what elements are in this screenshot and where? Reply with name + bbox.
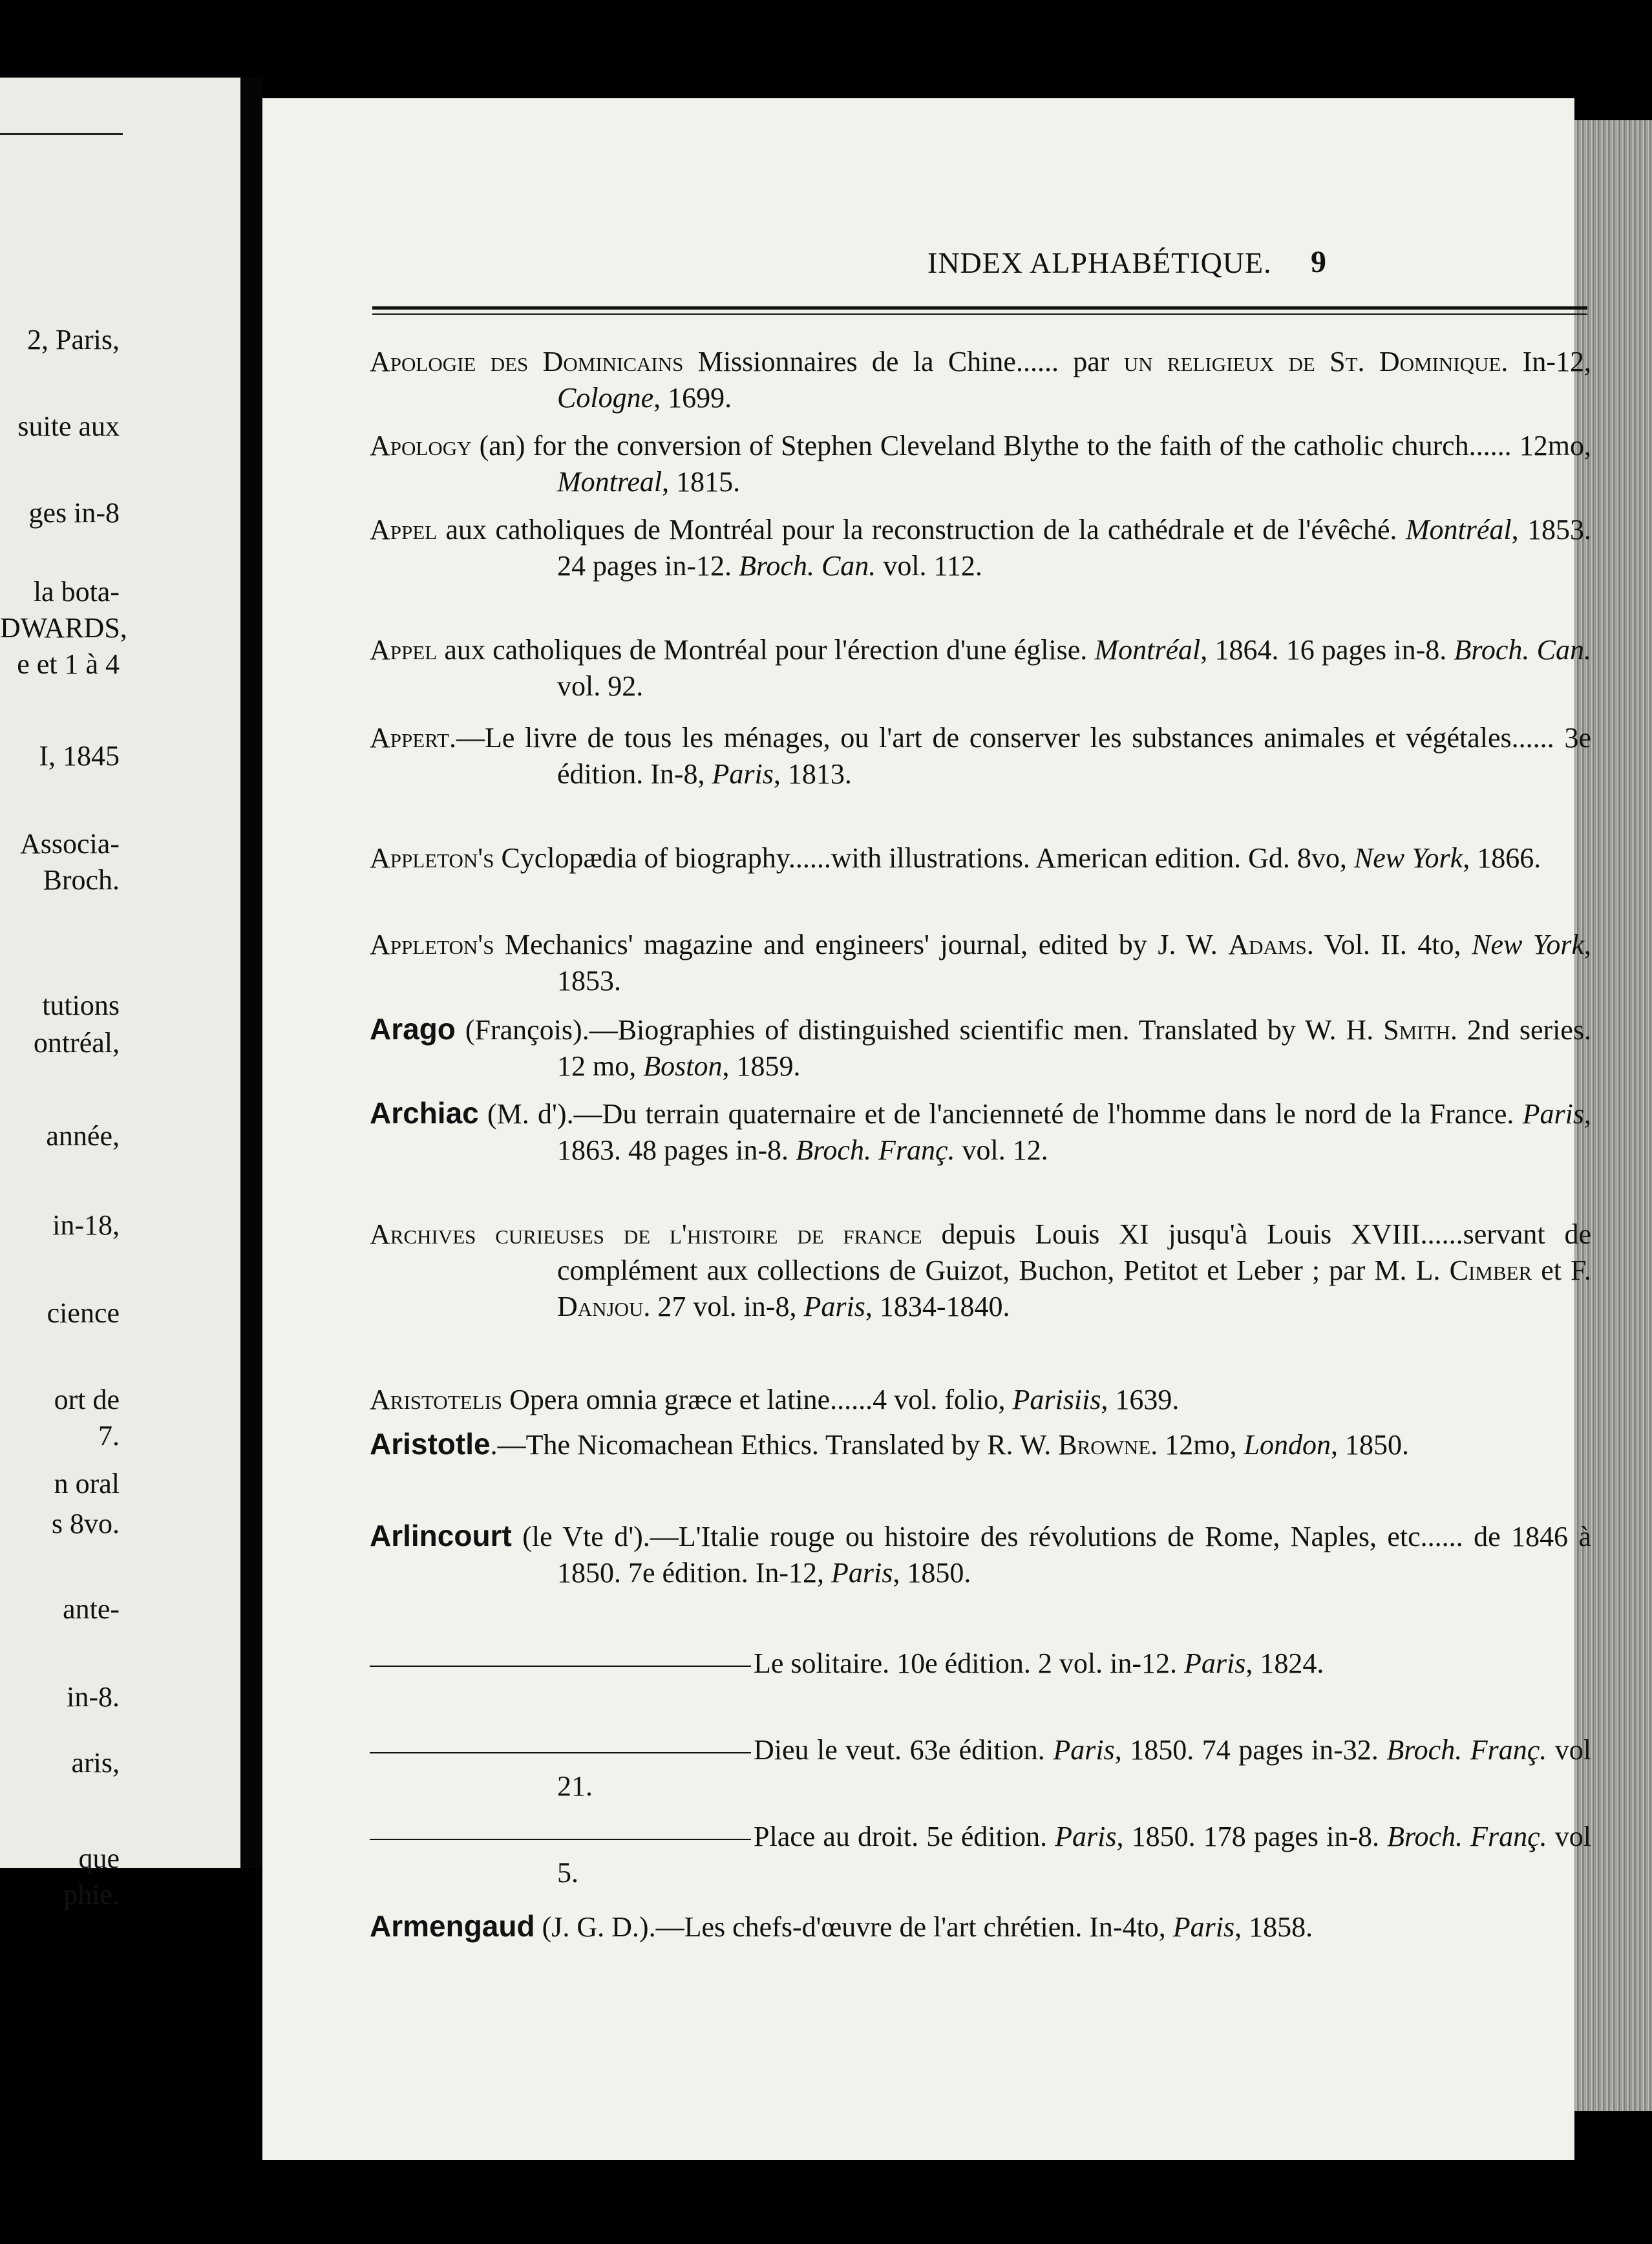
facing-page-fragment: DWARDS, (0, 612, 127, 644)
index-entry: Arago (François).—Biographies of distinguished scientific men. Translated by W. H. Smith. 2nd series. 12 mo, Boston, 1859. (370, 1012, 1592, 1082)
facing-page-fragment: I, 1845 (39, 740, 120, 772)
facing-page-fragment: Broch. (43, 864, 120, 896)
ditto-rule (370, 1666, 751, 1667)
index-entry: Place au droit. 5e édition. Paris, 1850. 178 pages in-8. Broch. Franç. vol 5. (370, 1819, 1591, 1891)
entry-heading: Aristotle (370, 1427, 491, 1461)
index-entry: Arlincourt (le Vte d').—L'Italie rouge ou histoire des révolutions de Rome, Naples, etc...... de 1846 à 1850. 7e édition. In-12, Paris, 1850. (370, 1519, 1591, 1589)
index-entry: Appleton's Mechanics' magazine and engineers' journal, edited by J. W. Adams. Vol. II. 4to, New York, 1853. (370, 929, 1591, 997)
index-entry: Archives curieuses de l'histoire de france depuis Louis XI jusqu'à Louis XVIII......servant de complément aux collections de Guizot, Buchon, Petitot et Leber ; par M. L. Cimber et F. Danjou. 27 vol. in-8, Paris, 1834-1840. (370, 1218, 1592, 1322)
facing-page-fragment: ges in-8 (28, 497, 120, 529)
index-entry: Le solitaire. 10e édition. 2 vol. in-12. Paris, 1824. (370, 1646, 1591, 1682)
index-entry: Armengaud (J. G. D.).—Les chefs-d'œuvre de l'art chrétien. In-4to, Paris, 1858. (370, 1909, 1313, 1943)
entry-heading: Archiac (370, 1096, 479, 1130)
index-entry: Appel aux catholiques de Montréal pour l'érection d'une église. Montréal, 1864. 16 pages in-8. Broch. Can. vol. 92. (370, 634, 1591, 702)
ditto-rule (370, 1752, 751, 1753)
facing-page-fragment: que (78, 1843, 120, 1874)
book-gutter (240, 78, 262, 1868)
index-page (262, 98, 1592, 2160)
facing-page-fragment: tutions (42, 990, 120, 1021)
entry-heading: Apology (370, 430, 472, 461)
facing-page-fragment: in-18, (52, 1209, 120, 1241)
entry-heading: Appleton's (370, 842, 494, 874)
entry-heading: Apologie des Dominicains (370, 346, 684, 377)
entry-heading: Aristotelis (370, 1384, 503, 1415)
facing-page-rule (0, 133, 123, 135)
index-entry: Aristotelis Opera omnia græce et latine......4 vol. folio, Parisiis, 1639. (370, 1384, 1180, 1415)
entry-heading: Appert (370, 722, 449, 754)
entry-heading: Armengaud (370, 1909, 535, 1943)
facing-page-fragment: Associa- (20, 828, 120, 860)
index-entry: Appel aux catholiques de Montréal pour la reconstruction de la cathédrale et de l'évêché. Montréal, 1853. 24 pages in-12. Broch. Can. vol. 112. (370, 514, 1592, 582)
entry-heading: Arlincourt (370, 1519, 512, 1552)
facing-page-fragment: in-8. (67, 1681, 120, 1713)
index-entry: Apology (an) for the conversion of Stephen Cleveland Blythe to the faith of the catholic church...... 12mo, Montreal, 1815. (370, 430, 1591, 498)
entry-heading: Appel (370, 634, 438, 666)
facing-page-fragment: année, (46, 1120, 120, 1152)
index-entry: Appleton's Cyclopædia of biography......with illustrations. American edition. Gd. 8vo, New York, 1866. (370, 842, 1541, 874)
facing-page-fragment: n oral (54, 1468, 120, 1499)
facing-page-fragment: ante- (63, 1593, 120, 1625)
facing-page-fragment: 2, Paris, (27, 324, 120, 355)
facing-page-fragment: 7. (98, 1420, 120, 1452)
facing-page-fragment: aris, (71, 1747, 120, 1779)
page-number: 9 (1311, 245, 1326, 279)
ditto-rule (370, 1839, 751, 1840)
index-entry: Appert.—Le livre de tous les ménages, ou l'art de conserver les substances animales et végétales...... 3e édition. In-8, Paris, 1813. (370, 722, 1591, 790)
running-head: INDEX ALPHABÉTIQUE. (927, 246, 1272, 279)
entry-heading: Appel (370, 514, 438, 545)
index-entry: Apologie des Dominicains Missionnaires de la Chine...... par un religieux de St. Dominique. In-12, Cologne, 1699. (370, 346, 1591, 414)
entry-heading: Appleton's (370, 929, 494, 960)
facing-page-fragment: e et 1 à 4 (17, 648, 120, 680)
entry-heading: Archives curieuses de l'histoire de france (370, 1218, 922, 1250)
facing-page (0, 78, 240, 1911)
index-entry: Aristotle.—The Nicomachean Ethics. Translated by R. W. Browne. 12mo, London, 1850. (370, 1427, 1409, 1461)
facing-page-fragment: ontréal, (33, 1027, 120, 1059)
index-entry: Archiac (M. d').—Du terrain quaternaire et de l'ancienneté de l'homme dans le nord de la France. Paris, 1863. 48 pages in-8. Broch. Franç. vol. 12. (370, 1096, 1591, 1166)
facing-page-fragment: ort de (54, 1384, 120, 1415)
facing-page-fragment: s 8vo. (51, 1508, 120, 1540)
facing-page-fragment: cience (47, 1297, 120, 1329)
facing-page-fragment: suite aux (17, 410, 120, 442)
entry-heading: Arago (370, 1012, 456, 1046)
header-rule (372, 306, 1587, 315)
index-entry: Dieu le veut. 63e édition. Paris, 1850. 74 pages in-32. Broch. Franç. vol 21. (370, 1732, 1591, 1805)
facing-page-fragment: la bota- (33, 576, 120, 608)
facing-page-fragment: phie. (63, 1879, 120, 1911)
